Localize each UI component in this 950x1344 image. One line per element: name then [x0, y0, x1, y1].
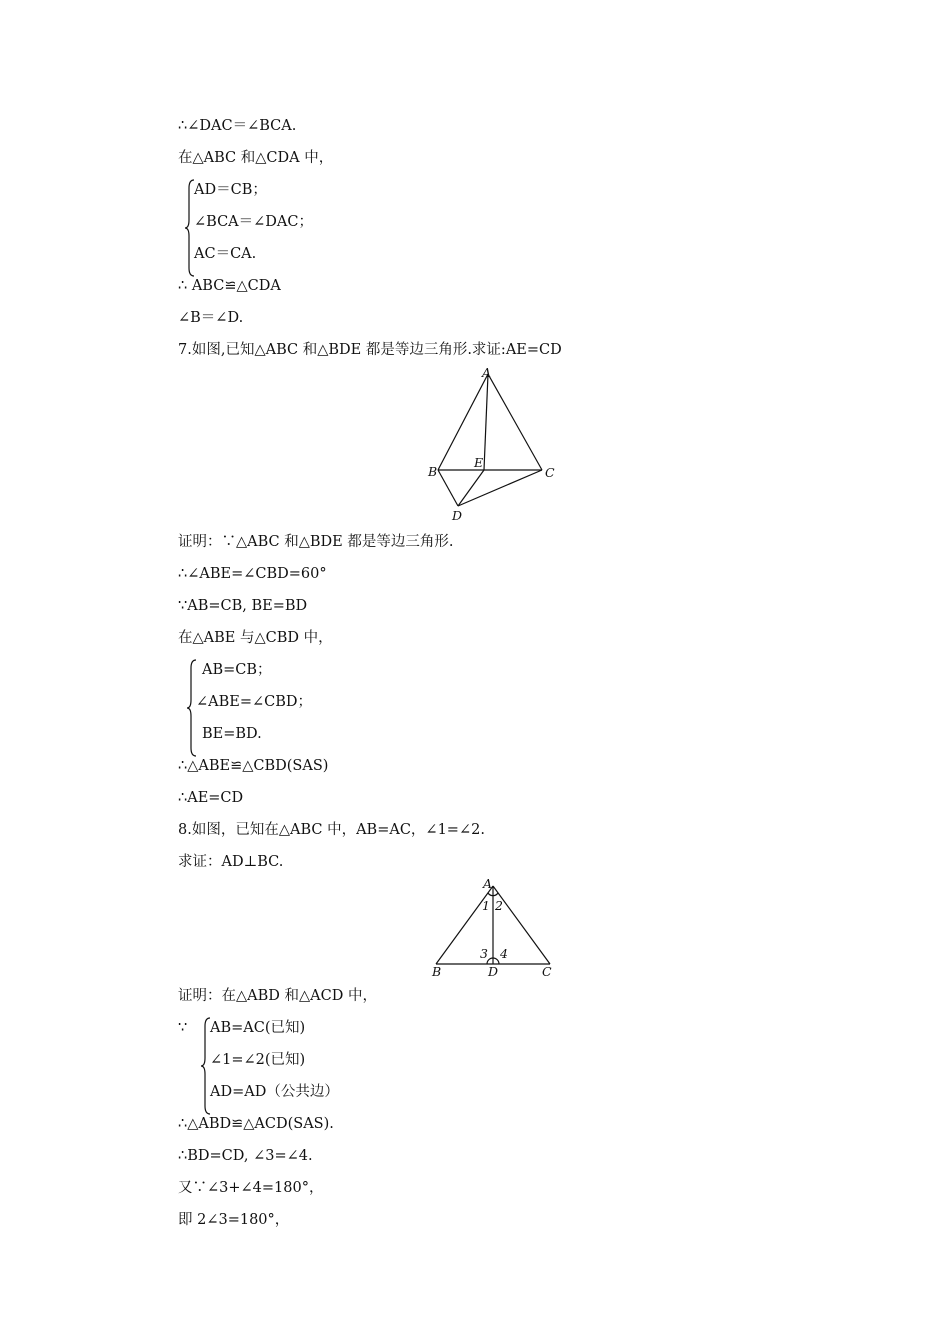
figure-8-diagram: [424, 874, 564, 980]
line-angle-dac-bca: ∴∠DAC＝∠BCA.: [178, 118, 297, 134]
fig8-label-d: D: [488, 964, 499, 979]
fig7-label-c: C: [545, 465, 555, 480]
fig7-label-d: D: [452, 508, 463, 523]
line-in-triangles: 在△ABC 和△CDA 中，: [178, 150, 334, 166]
proof-7-condition-2: ∠ABE=∠CBD；: [196, 694, 313, 710]
fig8-label-c: C: [542, 964, 552, 979]
proof-7-line-2: ∴∠ABE=∠CBD=60°: [178, 566, 327, 582]
fig7-label-a: A: [482, 365, 492, 380]
condition-ac-ca: AC＝CA.: [194, 246, 257, 262]
line-congruence: ∴ ABC≌△CDA: [178, 278, 281, 294]
proof-7-condition-1: AB=CB；: [202, 662, 272, 678]
fig8-label-4: 4: [500, 946, 508, 961]
fig8-label-2: 2: [495, 898, 503, 913]
question-8-line-1: 8.如图，已知在△ABC 中，AB=AC，∠1=∠2.: [178, 822, 485, 838]
condition-ad-cb: AD＝CB；: [194, 182, 267, 198]
proof-7-condition-3: BE=BD.: [202, 726, 262, 742]
proof-7-congruence: ∴△ABE≌△CBD(SAS): [178, 758, 329, 774]
proof-8-congruence: ∴△ABD≌△ACD(SAS).: [178, 1116, 334, 1132]
fig8-label-a: A: [483, 876, 493, 891]
proof-8-condition-1: AB=AC(已知): [210, 1020, 306, 1036]
proof-8-line-sum: 又∵∠3+∠4=180°，: [178, 1180, 324, 1196]
proof-7-conclusion: ∴AE=CD: [178, 790, 244, 806]
proof-8-condition-3: AD=AD（公共边）: [210, 1084, 339, 1100]
proof-8-line-1: 证明：在△ABD 和△ACD 中，: [178, 988, 377, 1004]
line-angle-b-d: ∠B＝∠D.: [178, 310, 244, 326]
proof-8-because: ∵: [178, 1020, 188, 1036]
proof-8-condition-2: ∠1=∠2(已知): [210, 1052, 306, 1068]
fig8-label-b: B: [432, 964, 442, 979]
fig7-label-b: B: [428, 464, 438, 479]
fig8-label-3: 3: [480, 946, 488, 961]
proof-7-line-1: 证明：∵△ABC 和△BDE 都是等边三角形.: [178, 534, 454, 550]
fig7-label-e: E: [474, 455, 484, 470]
question-8-line-2: 求证：AD⊥BC.: [178, 854, 284, 870]
proof-8-line-double: 即 2∠3=180°，: [178, 1212, 290, 1228]
fig8-label-1: 1: [482, 898, 490, 913]
proof-7-line-3: ∵AB=CB, BE=BD: [178, 598, 308, 614]
condition-bca-dac: ∠BCA＝∠DAC；: [194, 214, 313, 230]
proof-7-line-4: 在△ABE 与△CBD 中，: [178, 630, 333, 646]
figure-7-diagram: [420, 364, 560, 524]
proof-8-line-bd-cd: ∴BD=CD, ∠3=∠4.: [178, 1148, 313, 1164]
question-7: 7.如图,已知△ABC 和△BDE 都是等边三角形.求证:AE=CD: [178, 342, 562, 358]
